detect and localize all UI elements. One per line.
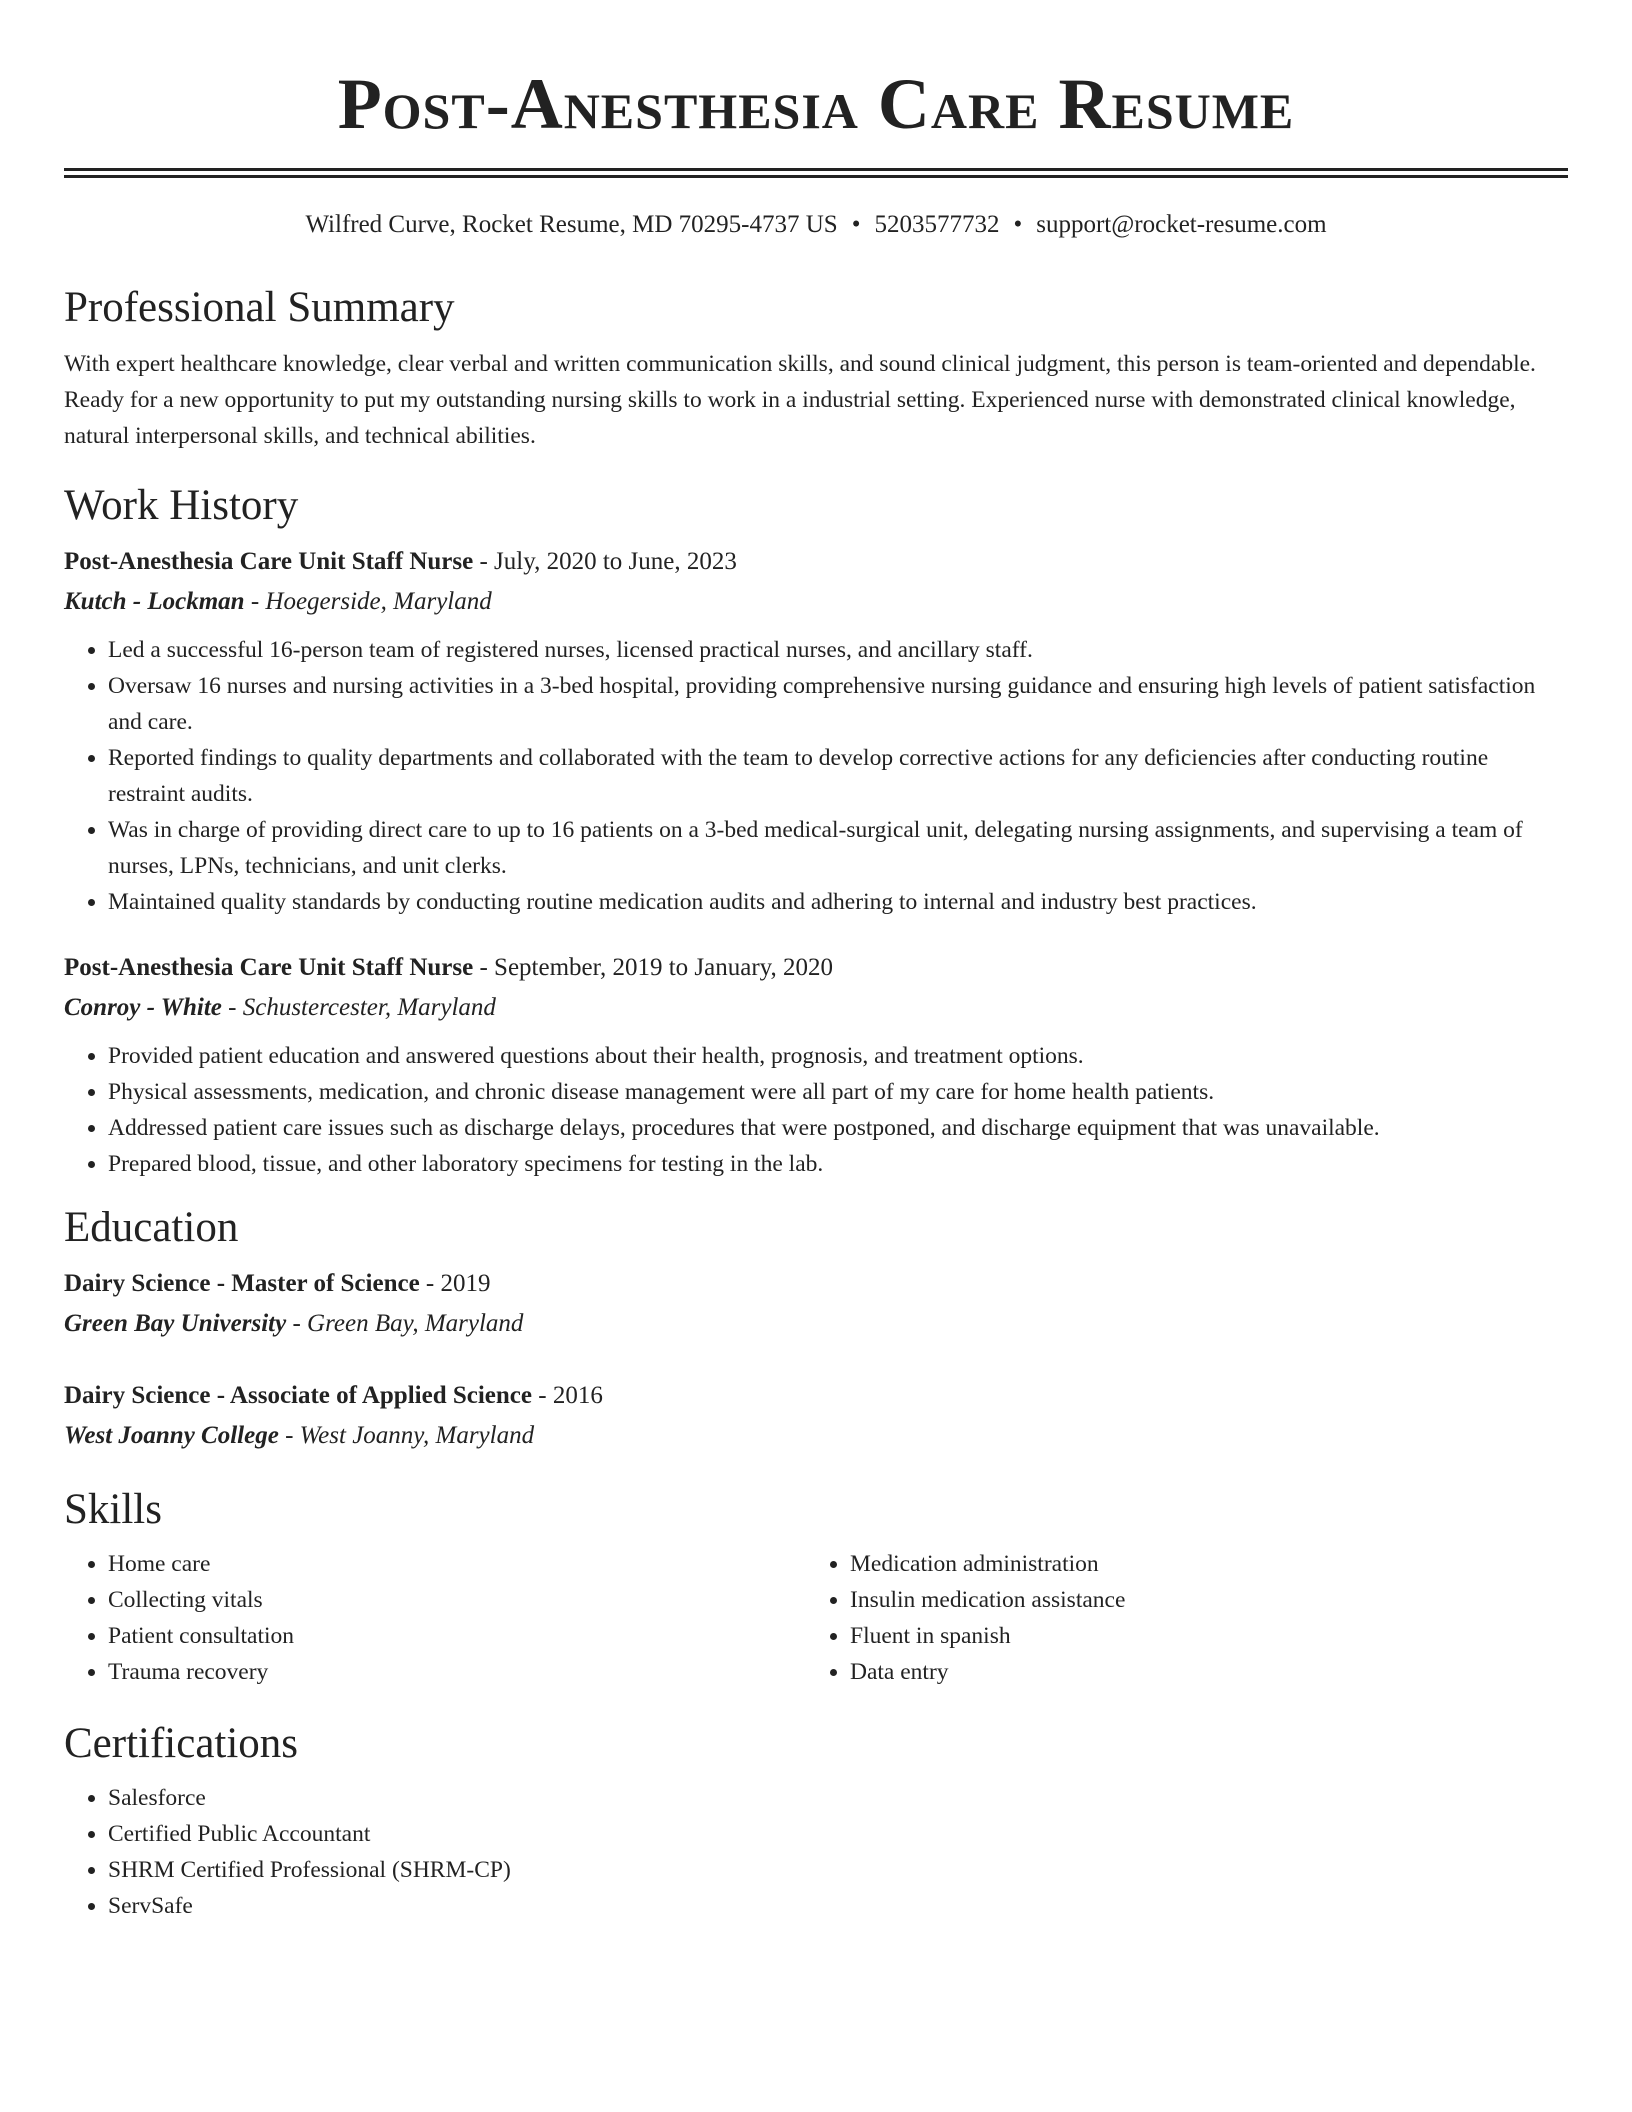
skill-item: • Insulin medication assistance xyxy=(850,1582,1548,1618)
education-school: Green Bay University xyxy=(64,1310,287,1337)
job-entry xyxy=(64,948,1568,1182)
education-year: 2016 xyxy=(552,1382,603,1409)
section-heading-certifications: Certifications xyxy=(64,1720,299,1767)
dash-separator: - xyxy=(221,994,243,1021)
section-heading-summary: Professional Summary xyxy=(64,284,455,331)
page-title: Post-Anesthesia Care Resume xyxy=(337,64,1295,144)
title-double-rule xyxy=(64,168,1568,178)
skills-list-left xyxy=(64,1546,806,1690)
job-bullet: • Oversaw 16 nurses and nursing activities in a 3-bed hospital, providing comprehensive nursing guidance and ensuring high levels of patient satisfaction and care. xyxy=(108,668,1568,740)
dash-separator: - xyxy=(473,548,495,575)
skills-section xyxy=(64,1484,1568,1690)
job-bullet: • Reported findings to quality departments and collaborated with the team to develop corrective actions for any deficiencies after conducting routine restraint audits. xyxy=(108,740,1568,812)
job-bullet: • Addressed patient care issues such as discharge delays, procedures that were postponed, and discharge equipment that was unavailable. xyxy=(108,1110,1568,1146)
certification-item: • ServSafe xyxy=(108,1888,1568,1924)
summary-text: With expert healthcare knowledge, clear verbal and written communication skills, and sound clinical judgment, this person is team-oriented and dependable. Ready for a new opportunity to put my outstanding nursing skills to work in a industrial setting. Experienced nurse with demonstrated clinical knowledge, natural interpersonal skills, and technical abilities. xyxy=(64,351,1536,449)
education-degree-line xyxy=(64,1376,1568,1416)
contact-email: support@rocket-resume.com xyxy=(1036,211,1327,238)
contact-address: Wilfred Curve, Rocket Resume, MD 70295-4737 US xyxy=(305,211,838,238)
skill-item: • Home care xyxy=(108,1546,806,1582)
dash-separator: - xyxy=(244,588,266,615)
dash-separator: - xyxy=(419,1270,441,1297)
skill-item: • Collecting vitals xyxy=(108,1582,806,1618)
job-dates: July, 2020 to June, 2023 xyxy=(494,548,737,575)
job-bullet: • Physical assessments, medication, and chronic disease management were all part of my care for home health patients. xyxy=(108,1074,1568,1110)
skills-list-right xyxy=(806,1546,1548,1690)
education-school-line xyxy=(64,1416,1568,1456)
skill-item: • Fluent in spanish xyxy=(850,1618,1548,1654)
job-bullets xyxy=(64,632,1568,920)
education-school-line xyxy=(64,1304,1568,1344)
professional-summary-section xyxy=(64,282,1568,454)
education-location: Green Bay, Maryland xyxy=(307,1310,524,1337)
job-company: Kutch - Lockman xyxy=(64,588,245,615)
dash-separator: - xyxy=(278,1422,300,1449)
skill-item: • Data entry xyxy=(850,1654,1548,1690)
certification-item: • SHRM Certified Professional (SHRM-CP) xyxy=(108,1852,1568,1888)
job-bullet: • Led a successful 16-person team of registered nurses, licensed practical nurses, and ancillary staff. xyxy=(108,632,1568,668)
education-degree: Dairy Science - Associate of Applied Science xyxy=(64,1382,532,1409)
section-heading-skills: Skills xyxy=(64,1486,162,1533)
job-bullets xyxy=(64,1038,1568,1182)
skill-item: • Patient consultation xyxy=(108,1618,806,1654)
work-history-section xyxy=(64,480,1568,1182)
job-dates: September, 2019 to January, 2020 xyxy=(494,954,834,981)
education-section xyxy=(64,1202,1568,1456)
contact-separator: • xyxy=(851,211,861,238)
job-org-line xyxy=(64,988,1568,1028)
skill-item: • Trauma recovery xyxy=(108,1654,806,1690)
education-degree: Dairy Science - Master of Science xyxy=(64,1270,420,1297)
education-year: 2019 xyxy=(440,1270,491,1297)
contact-phone: 5203577732 xyxy=(874,211,1000,238)
job-bullet: • Prepared blood, tissue, and other laboratory specimens for testing in the lab. xyxy=(108,1146,1568,1182)
job-title: Post-Anesthesia Care Unit Staff Nurse xyxy=(64,548,474,575)
education-entry xyxy=(64,1376,1568,1456)
contact-line xyxy=(64,208,1568,242)
job-role-line xyxy=(64,948,1568,988)
job-bullet: • Provided patient education and answered questions about their health, prognosis, and treatment options. xyxy=(108,1038,1568,1074)
skills-grid xyxy=(64,1546,1568,1690)
job-org-line xyxy=(64,582,1568,622)
education-entry xyxy=(64,1264,1568,1344)
job-role-line xyxy=(64,542,1568,582)
education-location: West Joanny, Maryland xyxy=(299,1422,535,1449)
job-location: Schustercester, Maryland xyxy=(242,994,496,1021)
certifications-section xyxy=(64,1718,1568,1924)
section-heading-education: Education xyxy=(64,1204,239,1251)
dash-separator: - xyxy=(473,954,495,981)
job-bullet: • Maintained quality standards by conducting routine medication audits and adhering to internal and industry best practices. xyxy=(108,884,1568,920)
job-location: Hoegerside, Maryland xyxy=(265,588,492,615)
contact-separator: • xyxy=(1013,211,1023,238)
job-entry xyxy=(64,542,1568,920)
section-heading-work: Work History xyxy=(64,482,299,529)
education-school: West Joanny College xyxy=(64,1422,279,1449)
job-bullet: • Was in charge of providing direct care to up to 16 patients on a 3-bed medical-surgical unit, delegating nursing assignments, and supervising a team of nurses, LPNs, technicians, and unit clerks. xyxy=(108,812,1568,884)
job-company: Conroy - White xyxy=(64,994,222,1021)
education-degree-line xyxy=(64,1264,1568,1304)
certifications-list xyxy=(64,1780,1568,1924)
job-title: Post-Anesthesia Care Unit Staff Nurse xyxy=(64,954,474,981)
dash-separator: - xyxy=(532,1382,553,1409)
dash-separator: - xyxy=(286,1310,308,1337)
certification-item: • Salesforce xyxy=(108,1780,1568,1816)
skill-item: • Medication administration xyxy=(850,1546,1548,1582)
certification-item: • Certified Public Accountant xyxy=(108,1816,1568,1852)
